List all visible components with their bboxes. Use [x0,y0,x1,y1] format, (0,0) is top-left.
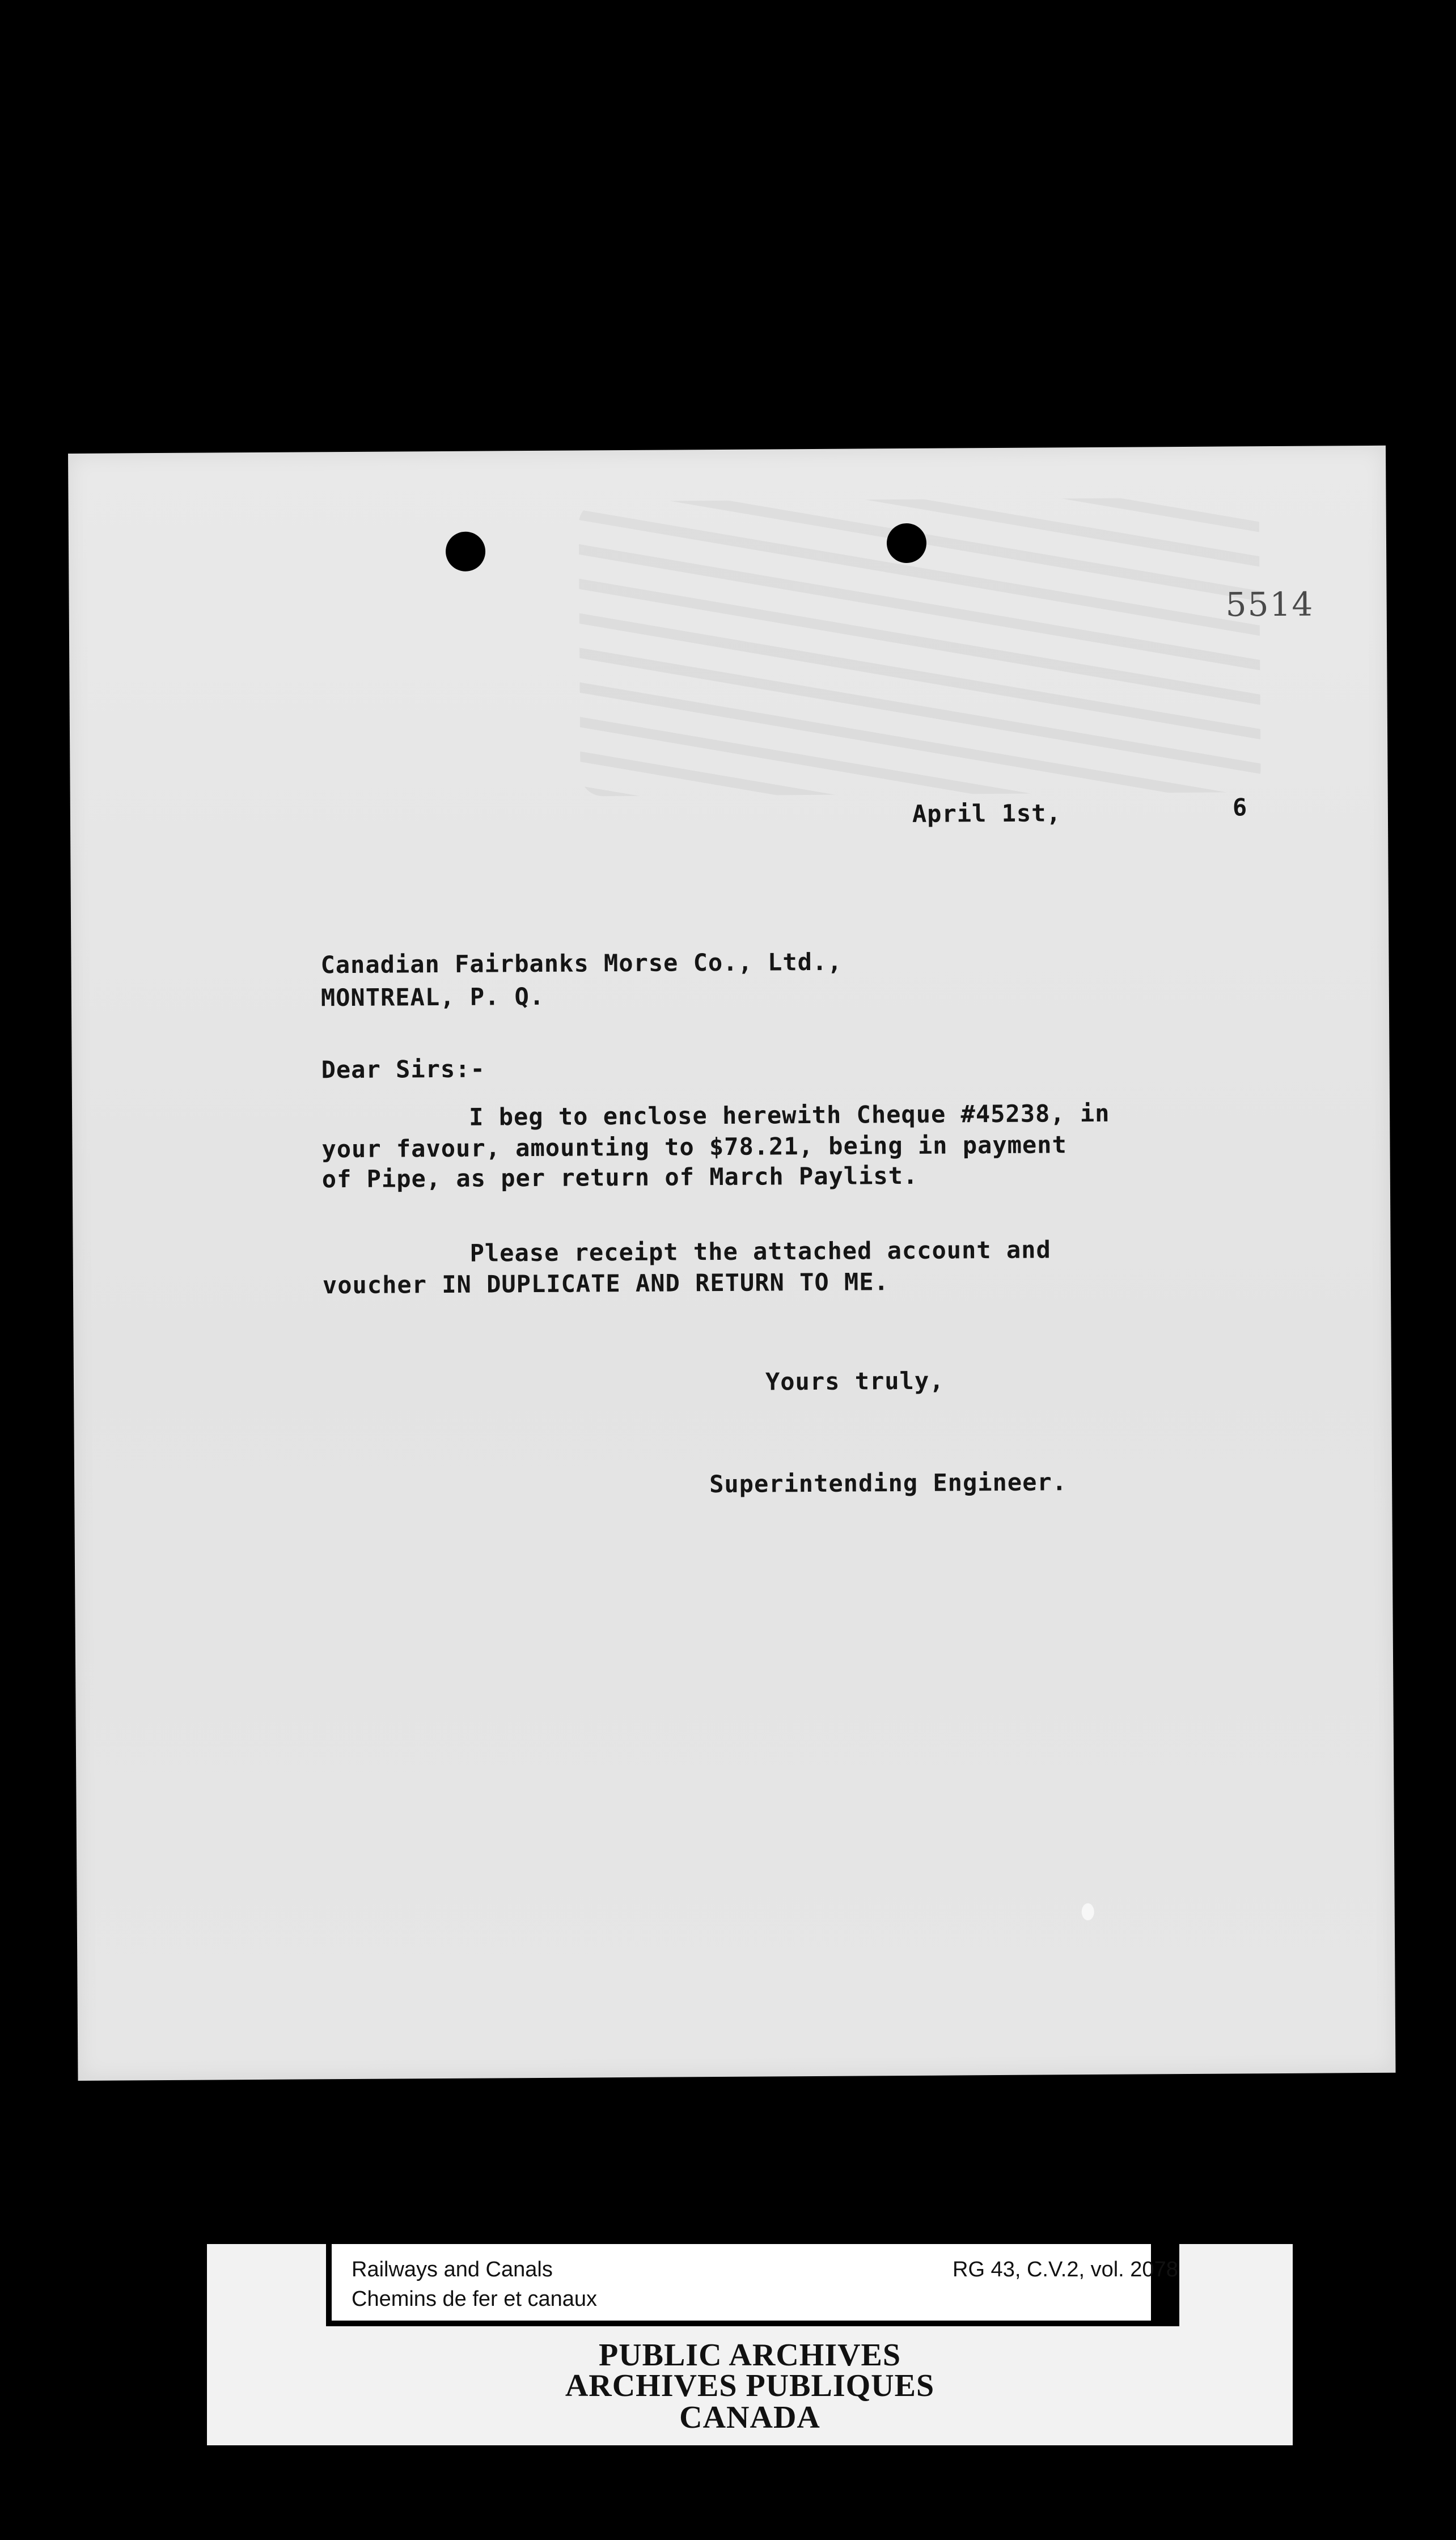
signature-title: Superintending Engineer. [709,1468,1068,1498]
closing: Yours truly, [765,1366,945,1396]
letter-page [68,446,1395,2081]
salutation: Dear Sirs:- [321,1055,485,1084]
letter-date: April 1st, [912,799,1061,828]
paragraph-2-line-1: Please receipt the attached account and [469,1235,1051,1267]
paper-speck [1082,1903,1094,1920]
paragraph-1-line-2: your favour, amounting to $78.21, being in payment [321,1131,1067,1163]
paragraph-2-line-2: voucher IN DUPLICATE AND RETURN TO ME. [322,1268,889,1299]
punch-hole-left [446,532,485,572]
paragraph-1-line-3: of Pipe, as per return of March Paylist. [321,1161,919,1193]
reference-box [332,2244,1178,2321]
reference-strip [326,2244,1179,2326]
archives-title-english: PUBLIC ARCHIVES [598,2338,901,2373]
paragraph-1-line-1: I beg to enclose herewith Cheque #45238, in [469,1099,1110,1131]
date-note: 6 [1232,793,1248,822]
archives-title-country: CANADA [679,2400,820,2435]
department-french: Chemins de fer et canaux [352,2287,598,2311]
department-english: Railways and Canals [352,2258,553,2281]
archive-label-card [207,2244,1293,2445]
folio-number: 5514 [1225,585,1314,624]
archive-reference: RG 43, C.V.2, vol. 2078 [953,2258,1178,2281]
punch-hole-right [887,523,926,563]
recipient-line-1: Canadian Fairbanks Morse Co., Ltd., [320,947,843,979]
archives-title-french: ARCHIVES PUBLIQUES [565,2368,935,2403]
recipient-line-2: MONTREAL, P. Q. [320,982,545,1012]
